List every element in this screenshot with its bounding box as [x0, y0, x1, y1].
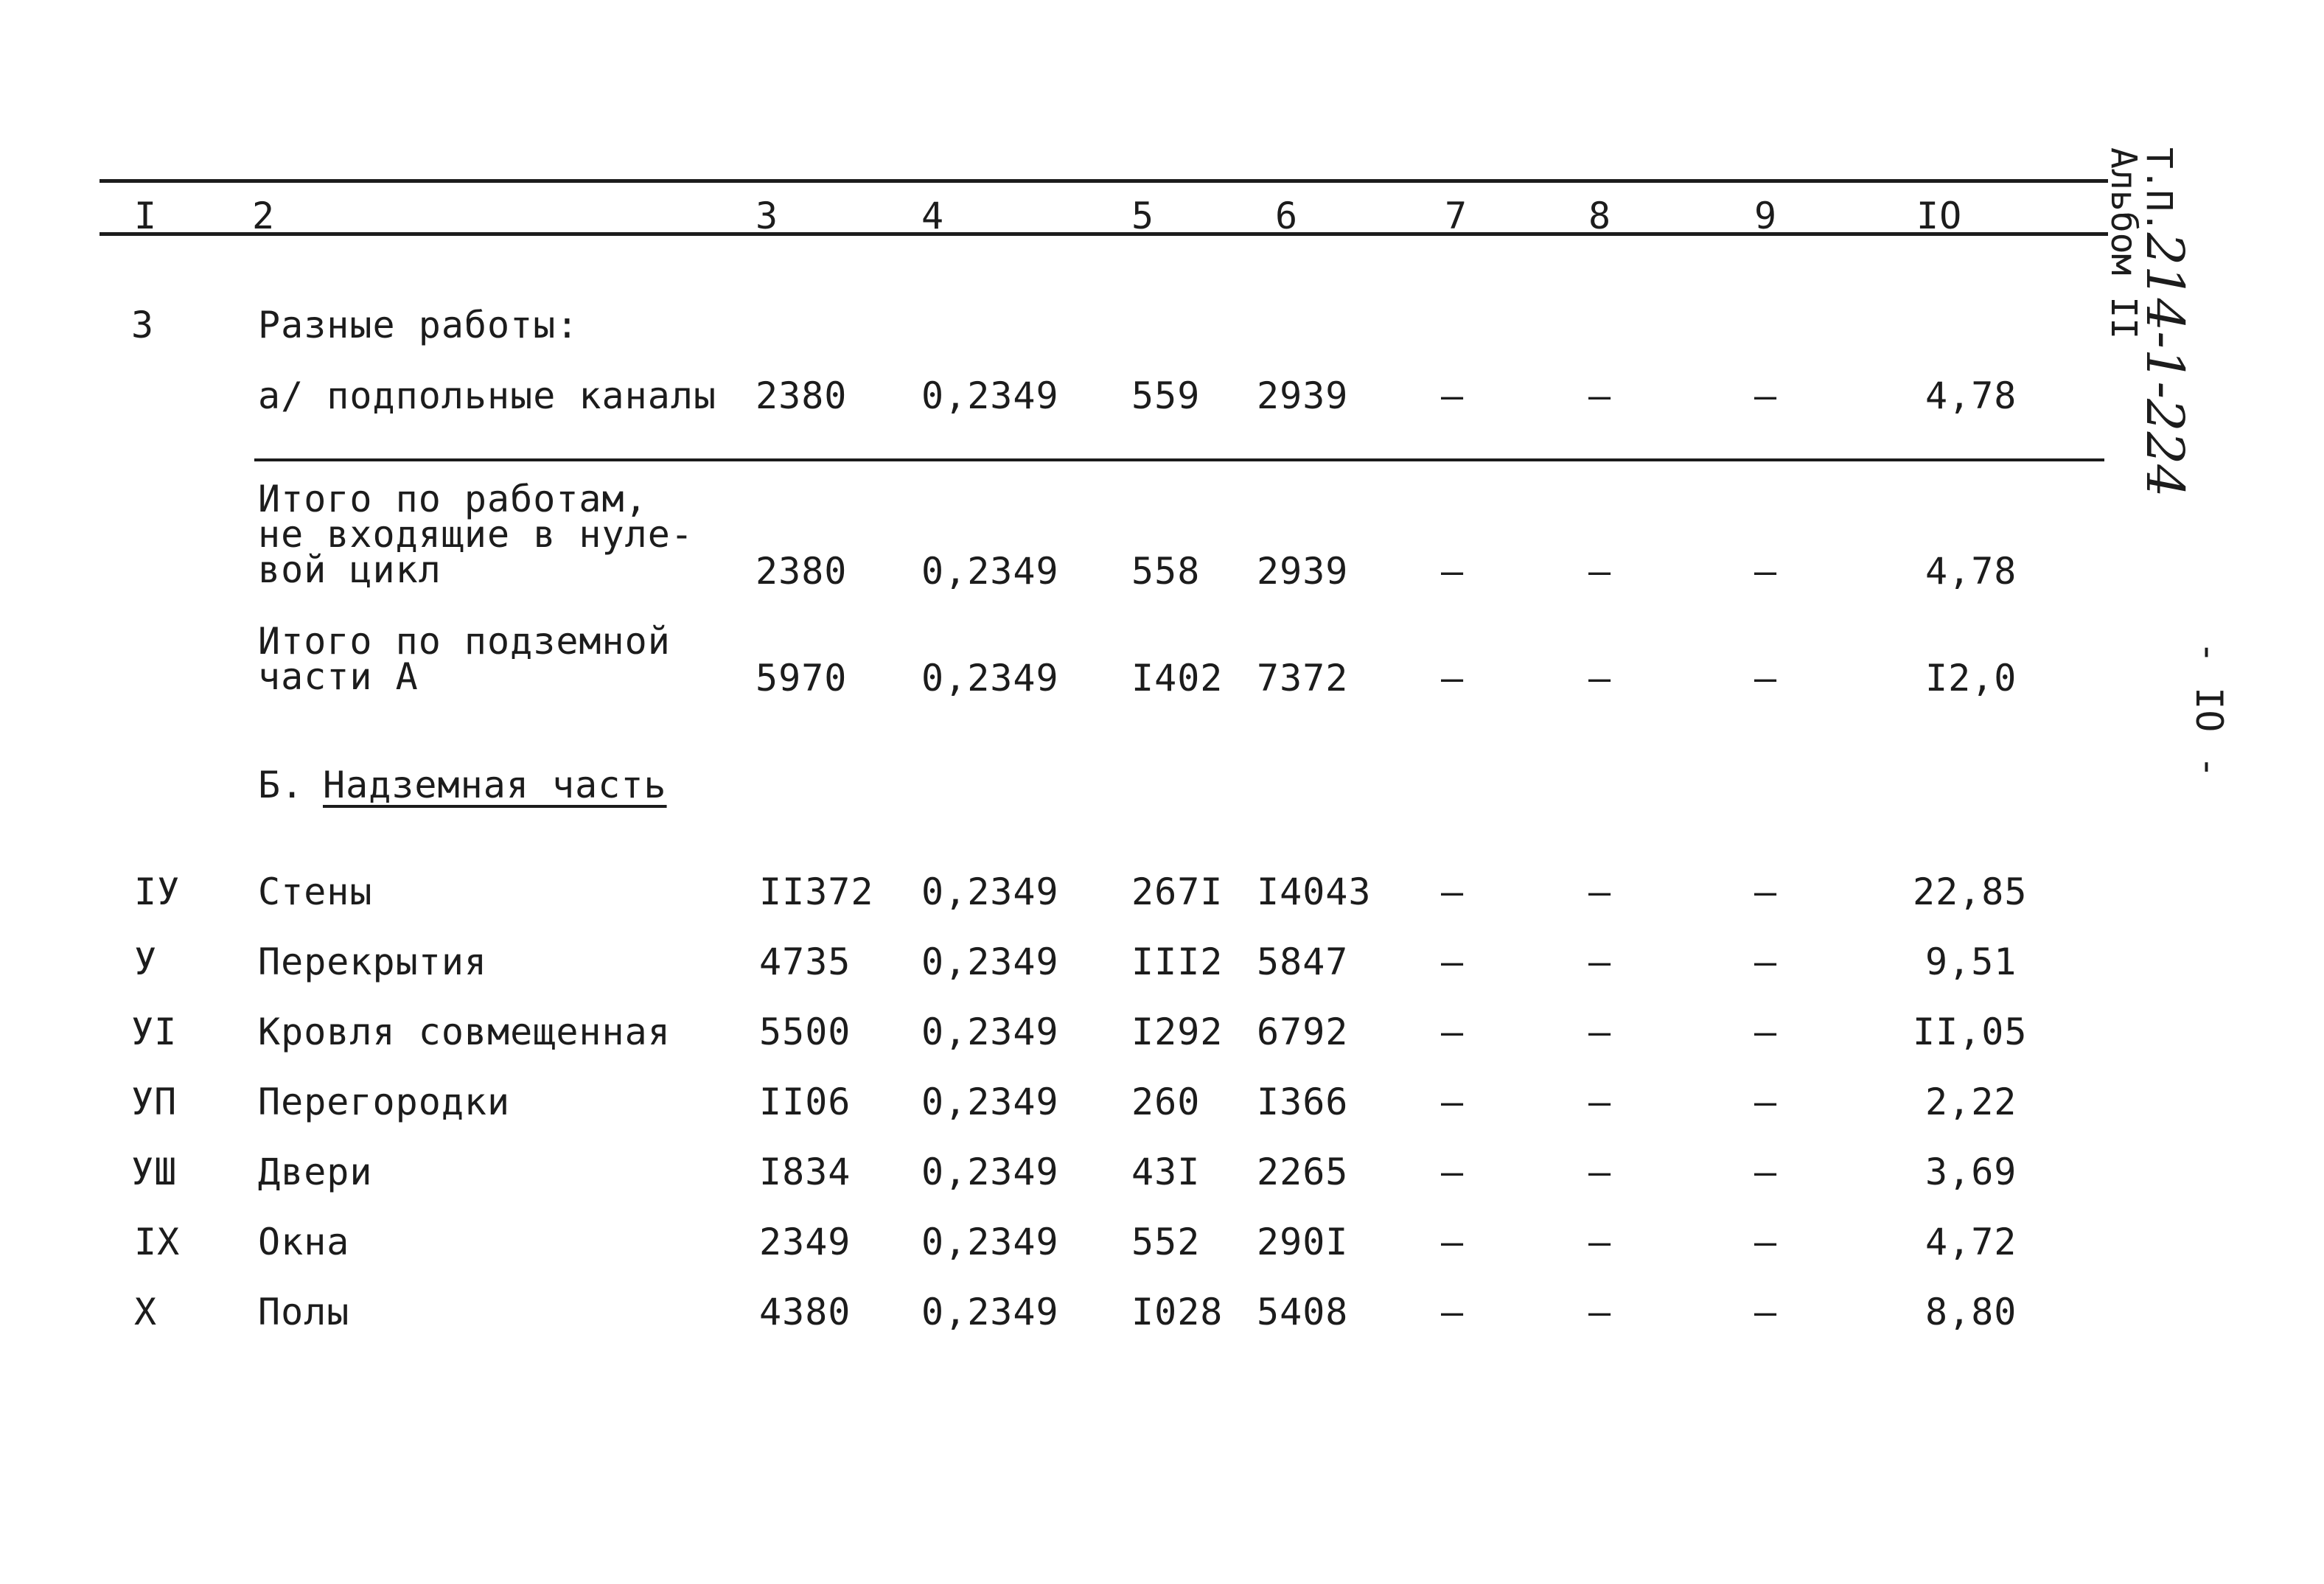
col-header-10: IO [1916, 195, 1963, 237]
item-partitions-c5: 260 [1131, 1081, 1201, 1123]
row-itogo-under-c5: I402 [1131, 657, 1224, 699]
item-doors-c8: – [1588, 1151, 1612, 1193]
item-roof-c8: – [1588, 1011, 1612, 1053]
item-partitions-c7: – [1441, 1081, 1465, 1123]
item-windows-c8: – [1588, 1221, 1612, 1263]
item-windows-c7: – [1441, 1221, 1465, 1263]
row-itogo-nonzero-c4: 0,2349 [921, 550, 1059, 593]
item-floors-c8: – [1588, 1291, 1612, 1333]
item-walls-c10: 22,85 [1913, 870, 2028, 913]
col-header-6: 6 [1275, 195, 1299, 237]
item-roof-label: Кровля совмещенная [258, 1011, 671, 1053]
item-walls-c7: – [1441, 870, 1465, 913]
col-header-5: 5 [1131, 195, 1155, 237]
item-doors-c9: – [1754, 1151, 1778, 1193]
item-roof-c9: – [1754, 1011, 1778, 1053]
margin-album: Альбом II [2103, 147, 2144, 340]
header-bottom-rule [100, 232, 2108, 236]
item-walls-c3: II372 [759, 870, 874, 913]
item-floors-slabs-c9: – [1754, 941, 1778, 983]
item-doors-label: Двери [258, 1151, 373, 1193]
subtotal-rule [254, 458, 2104, 461]
col-header-3: 3 [756, 195, 779, 237]
item-partitions-num: УП [131, 1081, 178, 1123]
item-walls-c5: 267I [1131, 870, 1224, 913]
item-roof-num: УI [131, 1011, 178, 1053]
item-doors-c3: I834 [759, 1151, 851, 1193]
item-floors-slabs-label: Перекрытия [258, 941, 488, 983]
row-itogo-under-c3: 5970 [756, 657, 848, 699]
handwritten-project-number: 214-1-224 [2135, 232, 2195, 498]
row-itogo-nonzero-label-1: Итого по работам, [258, 478, 648, 520]
item-floors-num: X [134, 1291, 158, 1333]
item-partitions-c10: 2,22 [1925, 1081, 2017, 1123]
row-itogo-nonzero-c5: 558 [1131, 550, 1201, 593]
section-b-prefix: Б. [258, 764, 304, 806]
col-header-7: 7 [1445, 195, 1468, 237]
section-3-number: 3 [131, 304, 155, 346]
page-number: - IO - [2188, 641, 2230, 779]
row-itogo-under-c7: – [1441, 657, 1465, 699]
item-doors-num: УШ [131, 1151, 178, 1193]
item-floors-slabs-c5: III2 [1131, 941, 1224, 983]
item-roof-c10: II,05 [1913, 1011, 2028, 1053]
row-itogo-under-c8: – [1588, 657, 1612, 699]
row-canals-c5: 559 [1131, 374, 1201, 417]
section-3-title: Разные работы: [258, 304, 579, 346]
row-canals-c3: 2380 [756, 374, 848, 417]
row-itogo-under-label-2: части А [258, 655, 419, 698]
row-itogo-under-label-1: Итого по подземной [258, 620, 671, 663]
item-doors-c7: – [1441, 1151, 1465, 1193]
row-itogo-under-c9: – [1754, 657, 1778, 699]
row-itogo-nonzero-c10: 4,78 [1925, 550, 2017, 593]
item-partitions-c4: 0,2349 [921, 1081, 1059, 1123]
row-canals-c9: – [1754, 374, 1778, 417]
item-floors-c10: 8,80 [1925, 1291, 2017, 1333]
item-windows-c5: 552 [1131, 1221, 1201, 1263]
row-canals-c7: – [1441, 374, 1465, 417]
row-itogo-under-c4: 0,2349 [921, 657, 1059, 699]
item-partitions-c9: – [1754, 1081, 1778, 1123]
section-b-title: Надземная часть [323, 764, 667, 806]
item-walls-c6: I4043 [1257, 870, 1372, 913]
row-itogo-nonzero-c9: – [1754, 550, 1778, 593]
item-walls-c9: – [1754, 870, 1778, 913]
margin-tp-prefix: Т.П. [2138, 147, 2180, 233]
item-floors-slabs-c6: 5847 [1257, 941, 1349, 983]
item-walls-num: IУ [134, 870, 181, 913]
item-floors-c5: I028 [1131, 1291, 1224, 1333]
item-windows-label: Окна [258, 1221, 350, 1263]
margin-line-1 [2135, 147, 2195, 498]
col-header-2: 2 [252, 195, 276, 237]
item-floors-c4: 0,2349 [921, 1291, 1059, 1333]
item-doors-c4: 0,2349 [921, 1151, 1059, 1193]
item-floors-c6: 5408 [1257, 1291, 1349, 1333]
row-itogo-nonzero-c3: 2380 [756, 550, 848, 593]
item-roof-c4: 0,2349 [921, 1011, 1059, 1053]
item-floors-slabs-c4: 0,2349 [921, 941, 1059, 983]
item-walls-label: Стены [258, 870, 373, 913]
item-windows-c10: 4,72 [1925, 1221, 2017, 1263]
item-partitions-label: Перегородки [258, 1081, 511, 1123]
row-itogo-nonzero-c7: – [1441, 550, 1465, 593]
item-floors-slabs-c8: – [1588, 941, 1612, 983]
col-header-1: I [134, 195, 158, 237]
item-floors-slabs-c10: 9,51 [1925, 941, 2017, 983]
item-walls-c8: – [1588, 870, 1612, 913]
item-floors-slabs-c7: – [1441, 941, 1465, 983]
col-header-8: 8 [1588, 195, 1612, 237]
header-top-rule [100, 179, 2108, 183]
item-walls-c4: 0,2349 [921, 870, 1059, 913]
item-roof-c7: – [1441, 1011, 1465, 1053]
row-canals-c8: – [1588, 374, 1612, 417]
item-floors-c7: – [1441, 1291, 1465, 1333]
item-roof-c5: I292 [1131, 1011, 1224, 1053]
item-roof-c6: 6792 [1257, 1011, 1349, 1053]
row-itogo-nonzero-label-3: вой цикл [258, 548, 442, 591]
item-partitions-c3: II06 [759, 1081, 851, 1123]
row-canals-c6: 2939 [1257, 374, 1349, 417]
item-windows-c4: 0,2349 [921, 1221, 1059, 1263]
col-header-4: 4 [921, 195, 945, 237]
item-windows-num: IX [134, 1221, 181, 1263]
item-floors-slabs-num: У [134, 941, 158, 983]
item-windows-c6: 290I [1257, 1221, 1349, 1263]
item-partitions-c6: I366 [1257, 1081, 1349, 1123]
row-itogo-nonzero-c6: 2939 [1257, 550, 1349, 593]
row-itogo-under-c6: 7372 [1257, 657, 1349, 699]
row-itogo-nonzero-label-2: не входящие в нуле- [258, 513, 694, 556]
row-canals-c4: 0,2349 [921, 374, 1059, 417]
item-doors-c6: 2265 [1257, 1151, 1349, 1193]
row-canals-label: а/ подпольные каналы [258, 374, 717, 417]
item-doors-c10: 3,69 [1925, 1151, 2017, 1193]
col-header-9: 9 [1754, 195, 1778, 237]
item-partitions-c8: – [1588, 1081, 1612, 1123]
item-floors-label: Полы [258, 1291, 350, 1333]
item-windows-c9: – [1754, 1221, 1778, 1263]
item-floors-c3: 4380 [759, 1291, 851, 1333]
item-roof-c3: 5500 [759, 1011, 851, 1053]
item-doors-c5: 43I [1131, 1151, 1201, 1193]
row-canals-c10: 4,78 [1925, 374, 2017, 417]
item-floors-slabs-c3: 4735 [759, 941, 851, 983]
row-itogo-under-c10: I2,0 [1925, 657, 2017, 699]
row-itogo-nonzero-c8: – [1588, 550, 1612, 593]
item-floors-c9: – [1754, 1291, 1778, 1333]
item-windows-c3: 2349 [759, 1221, 851, 1263]
